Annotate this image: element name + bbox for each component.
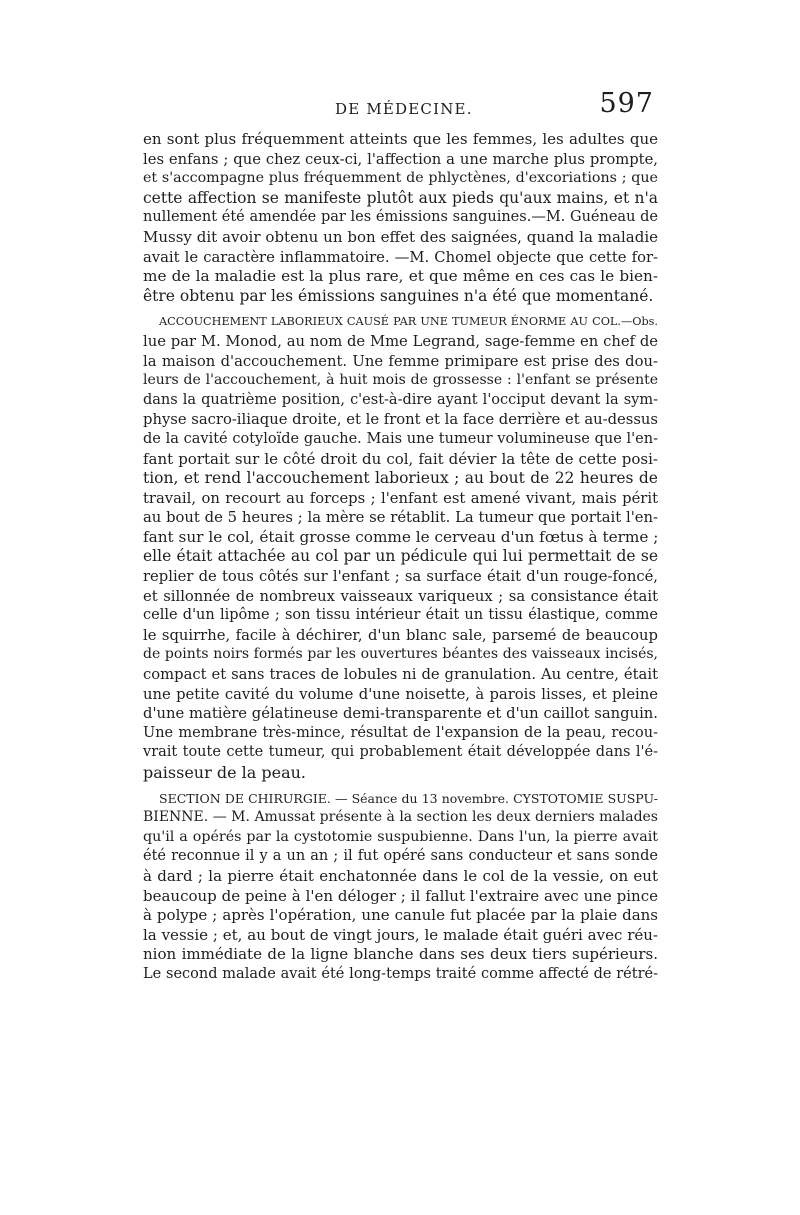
page-header (140, 86, 660, 126)
text-line: dans la quatrième position, c'est-à-dire ayant l'occiput devant la sym- (143, 391, 658, 408)
text-line: qu'il a opérés par la cystotomie suspubienne. Dans l'un, la pierre avait (143, 828, 658, 845)
text-line: nullement été amendée par les émissions sanguines.—M. Guéneau de (143, 209, 658, 226)
text-line: de la cavité cotyloïde gauche. Mais une tumeur volumineuse que l'en- (143, 430, 658, 447)
text-line: au bout de 5 heures ; la mère se rétablit. La tumeur que portait l'en- (143, 509, 658, 527)
text-line: me de la maladie est la plus rare, et que même en ces cas le bien- (143, 267, 658, 286)
text-line: Le second malade avait été long-temps traité comme affecté de rétré- (143, 965, 658, 982)
text-line: d'une matière gélatineuse demi-transparente et d'un caillot sanguin. (143, 705, 658, 723)
text-line: et s'accompagne plus fréquemment de phlyctènes, d'excoriations ; que (143, 170, 658, 187)
text-line: en sont plus fréquemment atteints que les femmes, les adultes que (143, 130, 658, 148)
text-line: la maison d'accouchement. Une femme primipare est prise des dou- (143, 352, 658, 370)
text-line: replier de tous côtés sur l'enfant ; sa surface était d'un rouge-foncé, (143, 568, 658, 586)
section-heading-chirurgie: SECTION DE CHIRURGIE. — Séance du 13 novembre. CYSTOTOMIE SUSPU- (159, 790, 658, 806)
text-line: être obtenu par les émissions sanguines n'a été que momentané. (143, 286, 654, 305)
text-line: celle d'un lipôme ; son tissu intérieur était un tissu élastique, comme (143, 607, 658, 624)
text-line: elle était attachée au col par un pédicule qui lui permettait de se (143, 547, 658, 566)
text-line: une petite cavité du volume d'une noisette, à parois lisses, et pleine (143, 685, 658, 703)
text-line: été reconnue il y a un an ; il fut opéré sans conducteur et sans sonde (143, 848, 658, 865)
text-line: cette affection se manifeste plutôt aux pieds qu'aux mains, et n'a (143, 188, 658, 207)
text-line: paisseur de la peau. (143, 763, 307, 782)
text-line: compact et sans traces de lobules ni de granulation. Au centre, était (143, 666, 658, 684)
text-line: Mussy dit avoir obtenu un bon effet des saignées, quand la maladie (143, 227, 658, 246)
text-line: avait le caractère inflammatoire. —M. Chomel objecte que cette for- (143, 248, 658, 266)
text-line: nion immédiate de la ligne blanche dans ses deux tiers supérieurs. (143, 945, 658, 964)
text-line: à dard ; la pierre était enchatonnée dans le col de la vessie, on eut (143, 866, 658, 885)
text-line: fant sur le col, était grosse comme le cerveau d'un fœtus à terme ; (143, 527, 658, 546)
running-head: DE MÉDECINE. (335, 100, 473, 118)
text-line: et sillonnée de nombreux vaisseaux variqueux ; sa consistance était (143, 587, 658, 605)
text-line: beaucoup de peine à l'en déloger ; il fallut l'extraire avec une pince (143, 886, 658, 905)
text-line: tion, et rend l'accouchement laborieux ; au bout de 22 heures de (143, 469, 658, 488)
text-line: lue par M. Monod, au nom de Mme Legrand, sage-femme en chef de (143, 332, 658, 350)
text-line: physe sacro-iliaque droite, et le front et la face derrière et au-dessus (143, 411, 658, 429)
page-number: 597 (599, 88, 654, 119)
text-line: BIENNE. — M. Amussat présente à la section les deux derniers malades (143, 809, 658, 826)
text-line: travail, on recourt au forceps ; l'enfant est amené vivant, mais périt (143, 489, 658, 507)
text-line: à polype ; après l'opération, une canule fut placée par la plaie dans (143, 906, 658, 925)
text-line: de points noirs formés par les ouvertures béantes des vaisseaux incisés, (143, 646, 658, 663)
text-line: leurs de l'accouchement, à huit mois de grossesse : l'enfant se présente (143, 372, 658, 389)
text-line: Une membrane très-mince, résultat de l'expansion de la peau, recou- (143, 724, 658, 741)
text-line: vrait toute cette tumeur, qui probablement était développée dans l'é- (143, 744, 658, 761)
text-line: fant portait sur le côté droit du col, fait dévier la tête de cette posi- (143, 449, 658, 468)
text-line: les enfans ; que chez ceux-ci, l'affection a une marche plus prompte, (143, 150, 658, 168)
text-line: la vessie ; et, au bout de vingt jours, le malade était guéri avec réu- (143, 925, 658, 944)
body-text (143, 130, 658, 985)
section-heading-accouchement: ACCOUCHEMENT LABORIEUX CAUSÉ PAR UNE TUMEUR ÉNORME AU COL.—Obs. (159, 315, 658, 329)
text-line: le squirrhe, facile à déchirer, d'un blanc sale, parsemé de beaucoup (143, 626, 658, 644)
